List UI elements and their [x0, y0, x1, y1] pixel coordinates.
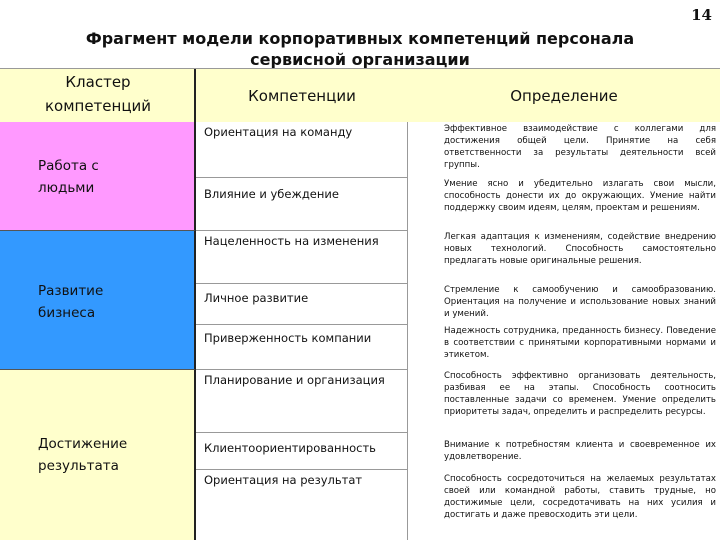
competency-cell	[196, 325, 408, 370]
competency-cell	[196, 178, 408, 231]
definition-cell	[408, 122, 720, 178]
cluster-results	[0, 370, 196, 540]
competency-cell	[196, 433, 408, 470]
definition-text: Способность сосредоточиться на желаемых результатах своей или командной работы, ставить трудные, но достижимые цели, сосредотачивать на них усилия и достигать и даже превосходить эти цели.	[444, 474, 716, 520]
competency-cell	[196, 370, 408, 433]
header-cluster-line-1: Кластер	[65, 73, 131, 91]
competency-cell	[196, 122, 408, 178]
definition-text: Умение ясно и убедительно излагать свои мысли, способность донести их до окружающих. Умение найти поддержку своим идеям, целям, проектам и решениям.	[444, 179, 716, 213]
cluster-label-line-2: результата	[38, 458, 119, 474]
competency-name: Личное развитие	[204, 291, 309, 305]
definition-cell	[408, 284, 720, 325]
competency-name: Влияние и убеждение	[204, 187, 339, 201]
definition-text: Надежность сотрудника, преданность бизнесу. Поведение в соответствии с принятыми корпоративными нормами и этикетом.	[444, 326, 716, 360]
page-number: 14	[691, 6, 712, 24]
definition-cell	[408, 470, 720, 540]
title-line-2: сервисной организации	[250, 50, 470, 69]
competency-cell	[196, 470, 408, 540]
competency-name: Ориентация на результат	[204, 473, 363, 487]
competency-cell	[196, 231, 408, 284]
definition-cell	[408, 231, 720, 284]
definition-text: Эффективное взаимодействие с коллегами для достижения общей цели. Принятие на себя ответственности за результаты деятельности всей группы.	[444, 124, 716, 170]
header-competencies-label: Компетенции	[248, 87, 356, 105]
definition-cell	[408, 325, 720, 370]
competency-name: Ориентация на команду	[204, 125, 353, 139]
header-competencies-cell	[196, 69, 408, 122]
cluster-label-line-1: Достижение	[38, 436, 128, 452]
definition-text: Способность эффективно организовать деятельность, разбивая ее на этапы. Способность соотносить поставленные задачи со временем. Умение определить приоритеты задач, определить и распределить ресурсы.	[444, 371, 716, 417]
competency-name: Приверженность компании	[204, 331, 372, 345]
definition-text: Легкая адаптация к изменениям, содействие внедрению новых технологий. Способность самостоятельно предлагать новые оригинальные решения.	[444, 232, 716, 266]
header-cluster-line-2: компетенций	[44, 97, 152, 115]
definition-cell	[408, 178, 720, 231]
cluster-business	[0, 231, 196, 370]
competency-name: Планирование и организация	[204, 373, 385, 387]
competency-cell	[196, 284, 408, 325]
competency-name: Нацеленность на изменения	[204, 234, 379, 248]
definition-cell	[408, 433, 720, 470]
cluster-label-line-1: Развитие	[38, 283, 104, 299]
title-line-1: Фрагмент модели корпоративных компетенций персонала	[85, 29, 635, 48]
cluster-label-line-1: Работа с	[38, 158, 99, 174]
cluster-people	[0, 122, 196, 231]
header-definition-cell	[408, 69, 720, 122]
header-cluster-cell	[0, 69, 196, 122]
competency-name: Клиентоориентированность	[204, 441, 376, 455]
cluster-label-line-2: людьми	[38, 180, 95, 196]
cluster-label-line-2: бизнеса	[38, 305, 96, 321]
header-definition-label: Определение	[510, 87, 618, 105]
definition-text: Стремление к самообучению и самообразованию. Ориентация на получение и использование новых знаний и умений.	[444, 285, 716, 319]
competency-table	[0, 68, 720, 540]
page-title	[40, 28, 680, 70]
definition-cell	[408, 370, 720, 433]
definition-text: Внимание к потребностям клиента и своевременное их удовлетворение.	[444, 440, 716, 462]
